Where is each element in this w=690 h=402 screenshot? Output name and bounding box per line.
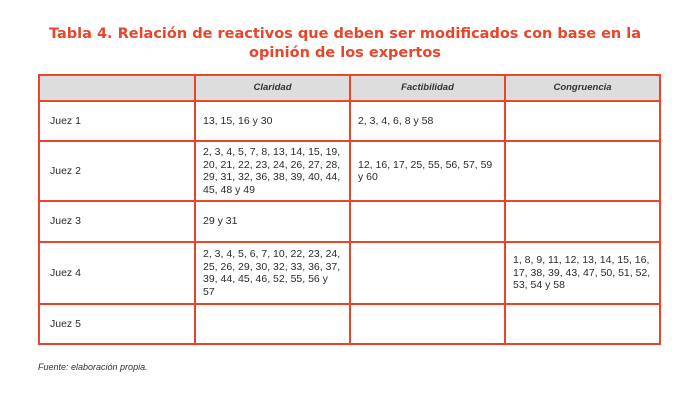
cell-claridad: 2, 3, 4, 5, 7, 8, 13, 14, 15, 19, 20, 21, 22, 23, 24, 26, 27, 28, 29, 31, 32, 36, 38, 39, 40, 44, 45, 48 y 49 [195,141,350,201]
table-title-line-2: opinión de los expertos [249,45,441,61]
header-claridad: Claridad [195,75,350,101]
cell-claridad: 2, 3, 4, 5, 6, 7, 10, 22, 23, 24, 25, 26, 29, 30, 32, 33, 36, 37, 39, 44, 45, 46, 52, 55, 56 y 57 [195,242,350,304]
header-corner [39,75,195,101]
table-row [39,141,660,201]
cell-factibilidad [350,201,505,242]
experts-table [38,74,661,345]
cell-factibilidad: 12, 16, 17, 25, 55, 56, 57, 59 y 60 [350,141,505,201]
table-title [0,25,690,63]
judge-label: Juez 5 [39,304,195,344]
header-congruencia: Congruencia [505,75,660,101]
judge-label: Juez 1 [39,101,195,141]
judge-label: Juez 2 [39,141,195,201]
table-row [39,201,660,242]
cell-claridad [195,304,350,344]
cell-congruencia [505,101,660,141]
cell-factibilidad [350,304,505,344]
table-header-row [39,75,660,101]
judge-label: Juez 4 [39,242,195,304]
table-row [39,242,660,304]
cell-congruencia [505,141,660,201]
table-title-line-1: Tabla 4. Relación de reactivos que deben ser modificados con base en la [48,26,642,42]
judge-label: Juez 3 [39,201,195,242]
cell-congruencia: 1, 8, 9, 11, 12, 13, 14, 15, 16, 17, 38, 39, 43, 47, 50, 51, 52, 53, 54 y 58 [505,242,660,304]
cell-congruencia [505,201,660,242]
cell-claridad: 29 y 31 [195,201,350,242]
cell-factibilidad [350,242,505,304]
table-row [39,101,660,141]
table-row [39,304,660,344]
source-note: Fuente: elaboración propia. [38,362,148,372]
cell-claridad: 13, 15, 16 y 30 [195,101,350,141]
header-factibilidad: Factibilidad [350,75,505,101]
cell-congruencia [505,304,660,344]
cell-factibilidad: 2, 3, 4, 6, 8 y 58 [350,101,505,141]
